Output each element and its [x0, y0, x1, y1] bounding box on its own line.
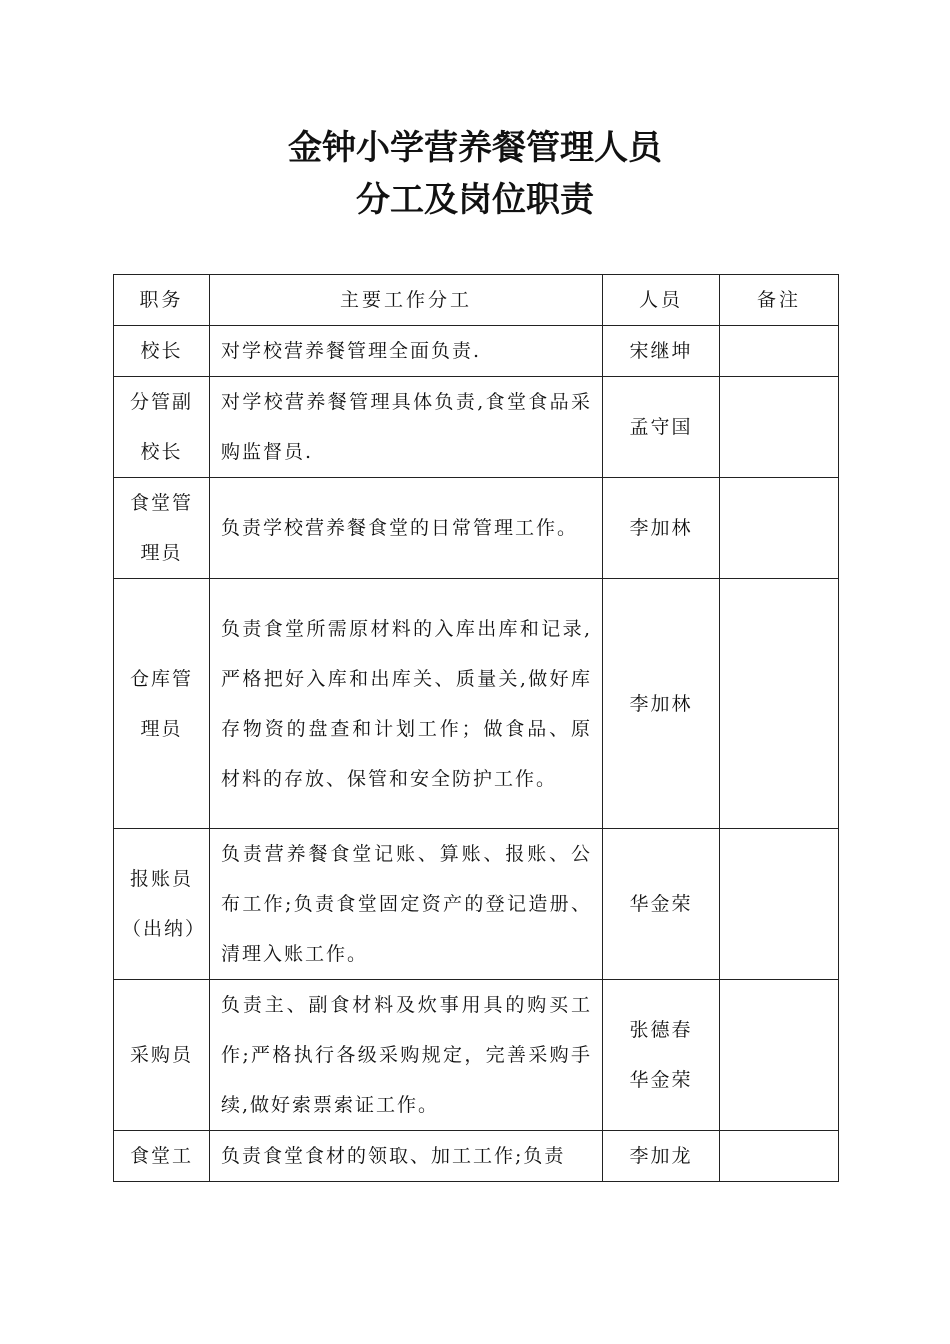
row-duty: 负责学校营养餐食堂的日常管理工作。 [210, 478, 603, 579]
row-person [603, 980, 720, 1131]
row-person [603, 579, 720, 829]
header-duty: 主要工作分工 [210, 275, 603, 326]
row-note [720, 1131, 839, 1182]
row-role: 仓库管理员 [114, 579, 210, 829]
person-name: 华金荣 [629, 893, 693, 915]
row-duty: 负责主、副食材料及炊事用具的购买工作;严格执行各级采购规定，完善采购手续,做好索票索证工作。 [210, 980, 603, 1131]
row-role: 食堂管理员 [114, 478, 210, 579]
row-person [603, 377, 720, 478]
person-name: 李加林 [629, 517, 693, 539]
person-name: 宋继坤 [629, 340, 693, 362]
row-note [720, 579, 839, 829]
row-note [720, 980, 839, 1131]
row-role: 食堂工 [114, 1131, 210, 1182]
table-row [114, 1131, 839, 1182]
table-row [114, 980, 839, 1131]
row-note [720, 478, 839, 579]
row-person [603, 326, 720, 377]
header-note: 备注 [720, 275, 839, 326]
row-person [603, 478, 720, 579]
title-line-2: 分工及岗位职责 [356, 180, 594, 220]
person-name: 孟守国 [629, 416, 693, 438]
title-line-1: 金钟小学营养餐管理人员 [288, 128, 662, 168]
header-role: 职务 [114, 275, 210, 326]
person-name: 张德春 [629, 1019, 693, 1041]
row-role: 采购员 [114, 980, 210, 1131]
row-duty: 对学校营养餐管理全面负责. [210, 326, 603, 377]
document-title [0, 122, 950, 226]
person-name: 李加龙 [629, 1145, 693, 1167]
table-row [114, 326, 839, 377]
row-person [603, 829, 720, 980]
row-note [720, 326, 839, 377]
row-role: 校长 [114, 326, 210, 377]
row-note [720, 829, 839, 980]
person-name: 李加林 [629, 692, 693, 715]
duty-table [113, 274, 839, 1182]
table-row [114, 478, 839, 579]
row-duty: 负责食堂所需原材料的入库出库和记录,严格把好入库和出库关、质量关,做好库存物资的盘查和计划工作；做食品、原材料的存放、保管和安全防护工作。 [210, 579, 603, 829]
table-header-row [114, 275, 839, 326]
row-person [603, 1131, 720, 1182]
row-note [720, 377, 839, 478]
person-name: 华金荣 [629, 1069, 693, 1091]
row-role: 分管副校长 [114, 377, 210, 478]
header-person: 人员 [603, 275, 720, 326]
table-row [114, 829, 839, 980]
table-row [114, 377, 839, 478]
row-role: 报账员（出纳） [114, 829, 210, 980]
table-row [114, 579, 839, 829]
row-duty: 负责营养餐食堂记账、算账、报账、公布工作;负责食堂固定资产的登记造册、清理入账工作。 [210, 829, 603, 980]
row-duty: 负责食堂食材的领取、加工工作;负责 [210, 1131, 603, 1182]
row-duty: 对学校营养餐管理具体负责,食堂食品采购监督员. [210, 377, 603, 478]
